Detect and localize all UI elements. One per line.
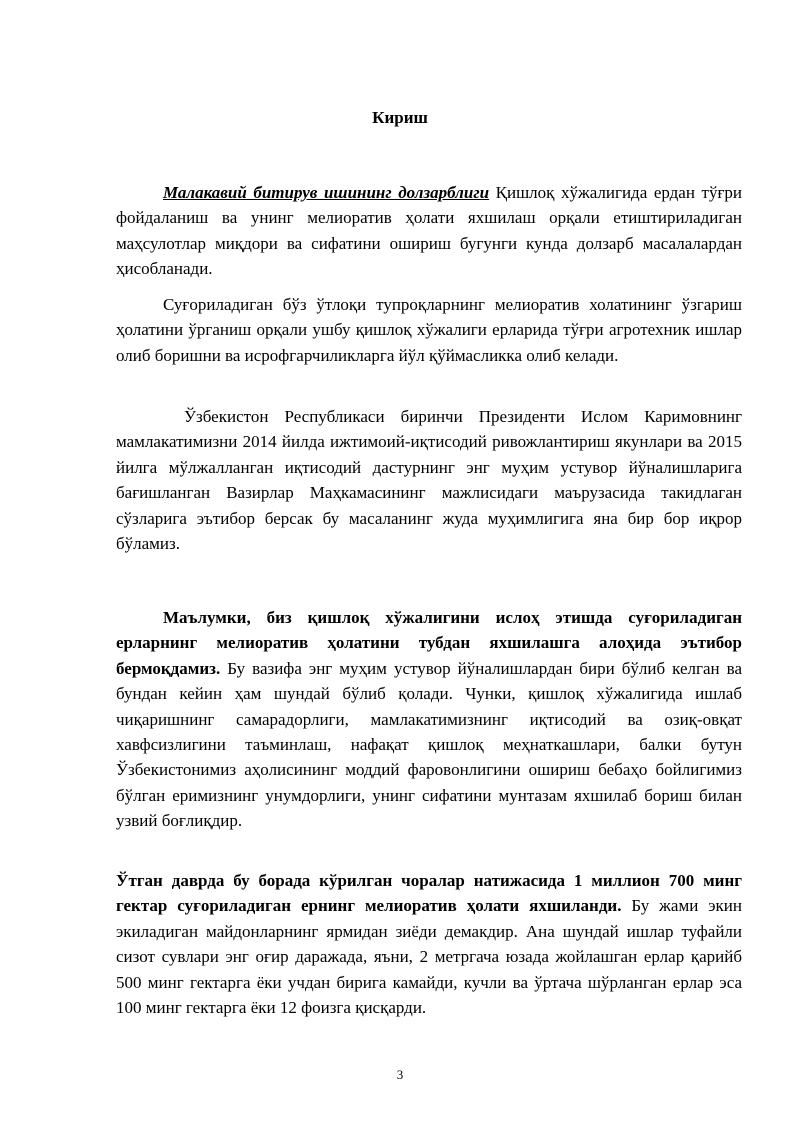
bold-lead: Ўтган даврда бу борада кўрилган чоралар натижасида 1 миллион 700 минг гектар суғориладиган ернинг мелиоратив ҳолати яхшиланди. [116,871,742,916]
paragraph-relevance [116,180,742,282]
paragraph-text: Бу жами экин экиладиган майдонларнинг ярмидан зиёди демакдир. Ана шундай ишлар туфайли сизот сувлари энг оғир даражада, яъни, 2 метргача юзада жойлашган ерлар қарийб 500 минг гектарга ёки учдан бирига камайди, кучли ва ўртача шўрланган ерлар эса 100 минг гектарга ёки 12 фоизга қисқарди. [116,896,742,1018]
paragraph-president [116,404,742,556]
paragraph-soil [116,292,742,368]
paragraph-text: Суғориладиган бўз ўтлоқи тупроқларнинг мелиоратив холатининг ўзгариш ҳолатини ўрганиш орқали ушбу қишлоқ хўжалиги ерларида тўғри агротехник ишлар олиб боришни ва исрофгарчиликларга йўл қўймасликка олиб келади. [116,295,742,365]
paragraph-text: Ўзбекистон Республикаси биринчи Президенти Ислом Каримовнинг мамлакатимизни 2014 йилда ижтимоий-иқтисодий ривожлантириш якунлари ва 2015 йилга мўлжалланган иқтисодий дастурнинг энг муҳим устувор йўналишларига бағишланган Вазирлар Маҳкамасининг мажлисидаги маърузасида такидлаган сўзларига эътибор берсак бу масаланинг жуда муҳимлигига яна бир бор иқрор бўламиз. [116,407,742,554]
paragraph-reform [116,605,742,834]
bold-lead: Маълумки, биз қишлоқ хўжалигини ислоҳ этишда суғориладиган ерларнинг мелиоратив ҳолатини тубдан яхшилашга алоҳида эътибор бермоқдамиз. [116,608,742,678]
paragraph-text: Бу вазифа энг муҳим устувор йўналишлардан бири бўлиб келган ва бундан кейин ҳам шундай бўлиб қолади. Чунки, қишлоқ хўжалигида ишлаб чиқаришнинг самарадорлиги, мамлакатимизнинг иқтисодий ва озиқ-овқат хавфсизлигини таъминлаш, нафақат қишлоқ меҳнаткашлари, балки бутун Ўзбекистонимиз аҳолисининг моддий фаровонлигини ошириш бебаҳо бойлигимиз бўлган еримизнинг унумдорлиги, унинг сифатини мунтазам яхшилаб бориш билан узвий боғлиқдир. [116,658,742,831]
paragraph-results [116,868,742,1020]
page-number: 3 [396,1067,404,1082]
relevance-heading: Малакавий битирув ишининг долзарблиги [163,183,490,202]
paragraph-text: Қишлоқ хўжалигида ердан тўғри фойдаланиш ва унинг мелиоратив ҳолати яхшилаш орқали етиштириладиган маҳсулотлар миқдори ва сифатини ошириш бугунги кунда долзарб масалалардан ҳисобланади. [116,183,743,279]
page-title: Кириш [372,108,428,127]
